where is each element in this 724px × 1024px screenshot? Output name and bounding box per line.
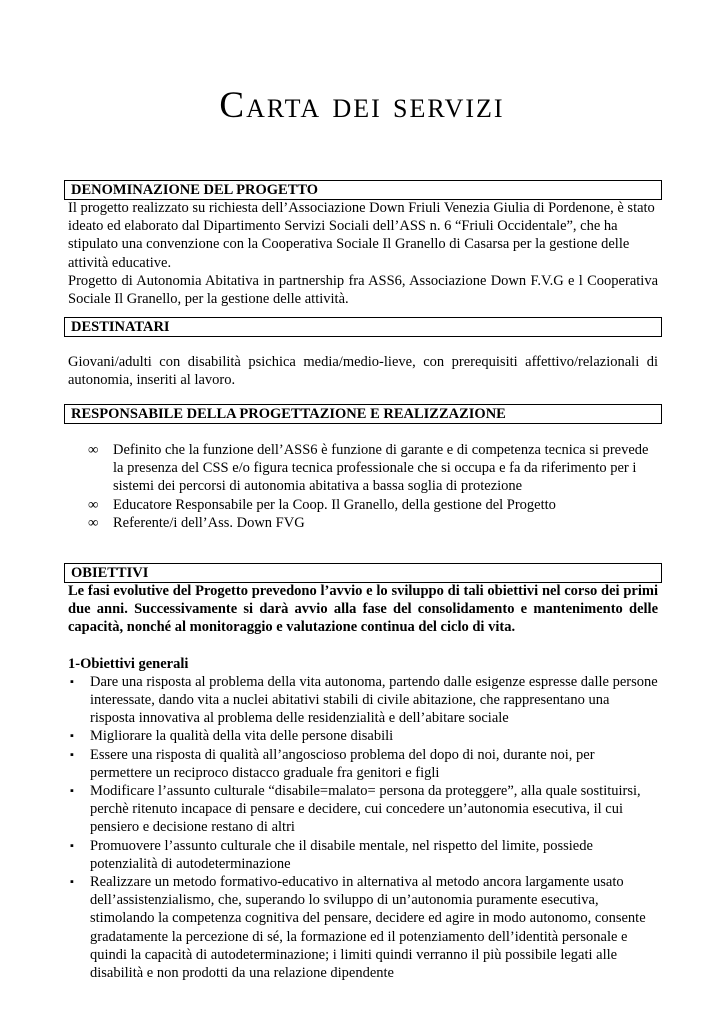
list-item-text: Definito che la funzione dell’ASS6 è funzione di garante e di competenza tecnica si prevede la presenza del CSS e/o figura tecnica professionale che si occupa e fa da riferimento per i sistemi dei percorsi di autonomia abitativa a bassa soglia di protezione — [113, 442, 649, 495]
list-item — [68, 746, 658, 782]
infinity-bullet-icon: ∞ — [88, 442, 99, 458]
responsabile-list — [68, 441, 658, 532]
list-item-text: Migliorare la qualità della vita delle persone disabili — [90, 728, 394, 745]
section-heading-destinatari: DESTINATARI — [64, 317, 662, 337]
obiettivi-list — [68, 673, 658, 982]
section-heading-denominazione: DENOMINAZIONE DEL PROGETTO — [64, 180, 662, 200]
list-item — [68, 782, 658, 837]
page-title: Carta dei servizi — [219, 85, 505, 126]
destinatari-paragraph: Giovani/adulti con disabilità psichica media/medio-lieve, con prerequisiti affettivo/relazionali di autonomia, inseriti al lavoro. — [68, 354, 658, 389]
list-item-text: Dare una risposta al problema della vita autonoma, partendo dalle esigenze espresse dalle persone interessate, dando vita a nuclei abitativi stabili di civile abitazione, che rappresentano una risposta innovativa al problema delle residenzialità e dell’abitare sociale — [90, 673, 658, 727]
list-item — [68, 496, 658, 514]
obiettivi-subheading: 1-Obiettivi generali — [68, 655, 189, 672]
responsabile-list-container — [68, 441, 658, 532]
section-heading-responsabile: RESPONSABILE DELLA PROGETTAZIONE E REALIZZAZIONE — [64, 404, 662, 424]
square-bullet-icon: ▪ — [70, 839, 74, 852]
square-bullet-icon: ▪ — [70, 876, 74, 889]
list-item-text: Promuovere l’assunto culturale che il disabile mentale, nel rispetto del limite, possiede potenzialità di autodeterminazione — [90, 837, 593, 872]
square-bullet-icon: ▪ — [70, 748, 74, 761]
square-bullet-icon: ▪ — [70, 675, 74, 688]
list-item — [68, 727, 658, 745]
denominazione-paragraph-2: Progetto di Autonomia Abitativa in partnership fra ASS6, Associazione Down F.V.G e l Cooperativa Sociale Il Granello, per la gestione delle attività. — [68, 272, 658, 308]
section-heading-obiettivi: OBIETTIVI — [64, 563, 662, 583]
list-item — [68, 873, 658, 982]
denominazione-paragraph-1: Il progetto realizzato su richiesta dell’Associazione Down Friuli Venezia Giulia di Pordenone, è stato ideato ed elaborato dal Dipartimento Servizi Sociali dell’ASS n. 6 “Friuli Occidentale”, che ha stipulato una convenzione con la Cooperativa Sociale Il Granello di Casarsa per la gestione delle attività educative. — [68, 200, 655, 271]
list-item-text: Referente/i dell’Ass. Down FVG — [113, 514, 305, 531]
obiettivi-body — [68, 582, 658, 982]
list-item — [68, 514, 658, 532]
list-item-text: Essere una risposta di qualità all’angoscioso problema del dopo di noi, durante noi, per permettere un reciproco distacco graduale fra genitori e figli — [90, 746, 595, 781]
list-item-text: Modificare l’assunto culturale “disabile=malato= persona da proteggere”, alla quale sostituirsi, perchè ritenuto incapace di pensare e decidere, cui concedere un’autonomia esecutiva, il cui pensiero e decisione restano di altri — [90, 783, 641, 836]
list-item-text: Educatore Responsabile per la Coop. Il Granello, della gestione del Progetto — [113, 496, 556, 513]
list-item — [68, 441, 658, 496]
denominazione-body — [68, 199, 658, 308]
list-item — [68, 837, 658, 873]
list-item — [68, 673, 658, 728]
square-bullet-icon: ▪ — [70, 730, 74, 743]
infinity-bullet-icon: ∞ — [88, 514, 99, 531]
infinity-bullet-icon: ∞ — [88, 496, 99, 513]
square-bullet-icon: ▪ — [70, 785, 74, 798]
list-item-text: Realizzare un metodo formativo-educativo in alternativa al metodo ancora largamente usato dell’assistenzialismo, che, superando lo sviluppo di un’autonomia puramente esecutiva, stimolando la competenza cognitiva del pensare, decidere ed agire in modo autonomo, consente gradatamente la percezione di sé, la formazione ed il potenziamento dell’identità personale e quindi la capacità di autodeterminazione; i limiti quindi verranno il più possibile legati alle disabilità e non prodotti da una relazione dipendente — [90, 874, 646, 982]
obiettivi-intro: Le fasi evolutive del Progetto prevedono l’avvio e lo sviluppo di tali obiettivi nel corso dei primi due anni. Successivamente si darà avvio alla fase del consolidamento e mantenimento delle capacità, nonché al monitoraggio e valutazione continua del ciclo di vita. — [68, 583, 658, 636]
